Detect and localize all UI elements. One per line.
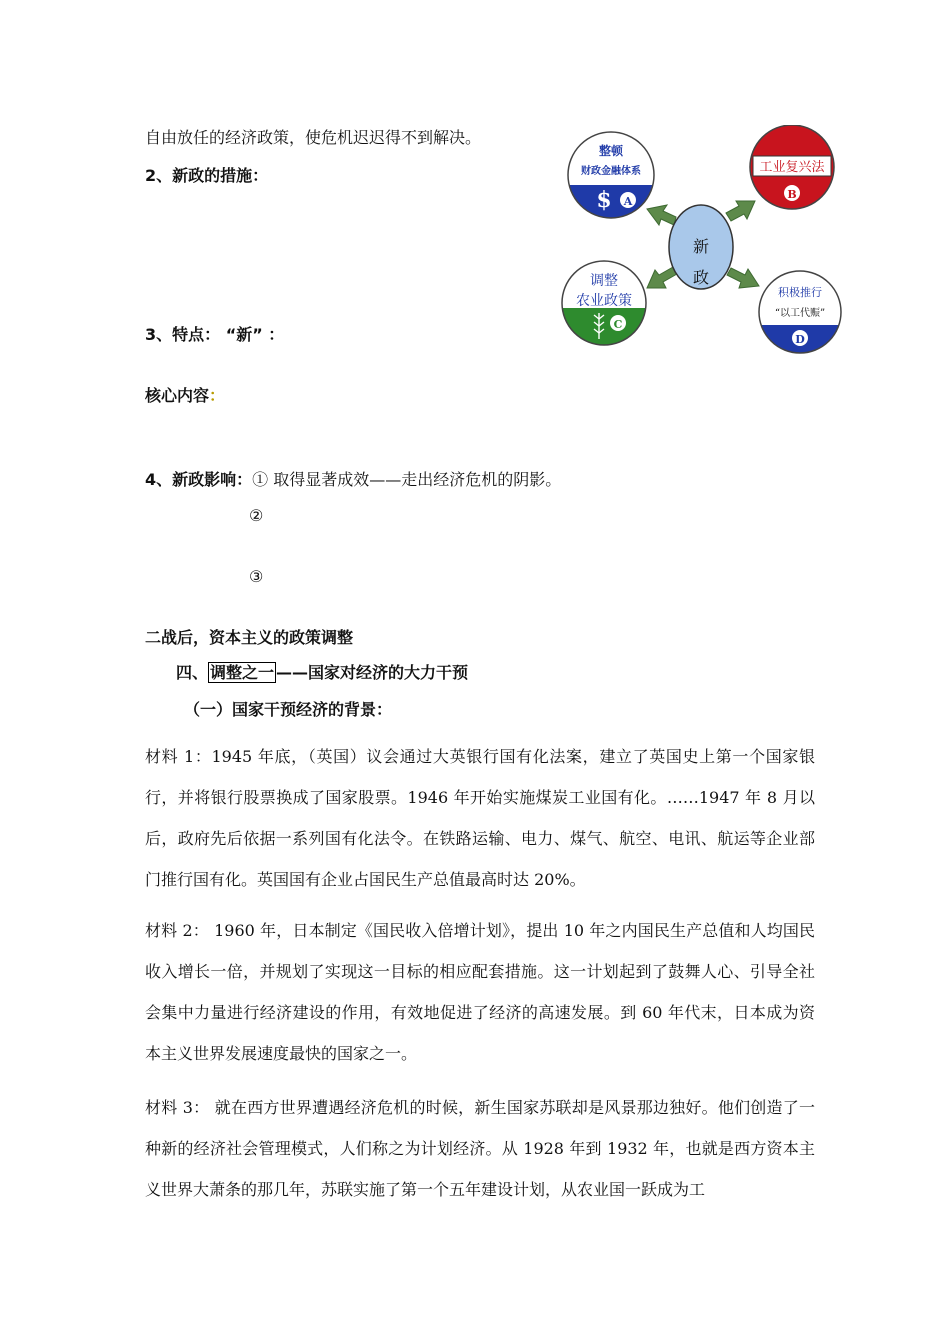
center-text-2: 政 xyxy=(692,268,710,287)
circle-c-subtitle: 农业政策 xyxy=(576,293,632,309)
arrow-to-c xyxy=(647,267,677,288)
material-2: 材料 2： 1960 年，日本制定《国民收入倍增计划》，提出 10 年之内国民生产总值和人均国民收入增长一倍，并规划了实现这一目标的相应配套措施。这一计划起到了鼓舞人心、引导全社会集中力量进行经济建设的作用，有效地促进了经济的高速发展。到 60 年代末，日本成为资本主义世界发展速度最快的国家之一。 xyxy=(145,921,815,1063)
circle-a-subtitle: 财政金融体系 xyxy=(581,166,641,177)
section-3-heading: 3、特点： “新” ： xyxy=(145,325,285,344)
circle-d-subtitle: “以工代赈” xyxy=(774,308,826,319)
arrow-to-b xyxy=(726,201,755,221)
core-content-label: 核心内容： xyxy=(145,386,226,405)
arrow-to-a xyxy=(647,205,676,225)
new-deal-diagram xyxy=(555,125,850,355)
background-subheading: （一）国家干预经济的背景： xyxy=(184,700,393,719)
impact-item-3: ③ xyxy=(249,567,264,586)
material-1: 材料 1：1945 年底，（英国）议会通过大英银行国有化法案，建立了英国史上第一个国家银行，并将银行股票换成了国家股票。1946 年开始实施煤炭工业国有化。……1947 年 8 月以后，政府先后依据一系列国有化法令。在铁路运输、电力、煤气、航空、电讯、航运等企业部门推行国有化。英国国有企业占国民生产总值最高时达 20%。 xyxy=(145,747,815,889)
center-text-1: 新 xyxy=(692,237,710,256)
dollar-icon: $ xyxy=(596,187,612,213)
material-3: 材料 3： 就在西方世界遭遇经济危机的时候，新生国家苏联却是风景那边独好。他们创造了一种新的经济社会管理模式，人们称之为计划经济。从 1928 年到 1932 年，也就是西方资本主义世界大萧条的那几年，苏联实施了第一个五年建设计划，从农业国一跃成为工 xyxy=(145,1098,815,1199)
circle-b-letter: B xyxy=(787,188,797,201)
arrow-to-d xyxy=(727,268,759,288)
part-4-heading: 四、 调整之一 ——国家对经济的大力干预 xyxy=(176,663,469,682)
intro-line: 自由放任的经济政策，使危机迟迟得不到解决。 xyxy=(145,128,482,147)
circle-d-title: 积极推行 xyxy=(778,286,822,299)
circle-a-letter: A xyxy=(623,195,633,208)
postwar-heading: 二战后，资本主义的政策调整 xyxy=(145,628,354,647)
circle-d-letter: D xyxy=(795,333,805,346)
impact-item-2: ② xyxy=(249,506,264,525)
circle-a-title: 整顿 xyxy=(598,144,624,158)
circle-c-title: 调整 xyxy=(590,273,618,289)
circle-c-letter: C xyxy=(613,318,623,331)
section-4-line: 4、新政影响：① 取得显著成效——走出经济危机的阴影。 xyxy=(145,470,562,489)
circle-b-title: 工业复兴法 xyxy=(759,160,825,175)
section-2-heading: 2、新政的措施： xyxy=(145,166,269,185)
